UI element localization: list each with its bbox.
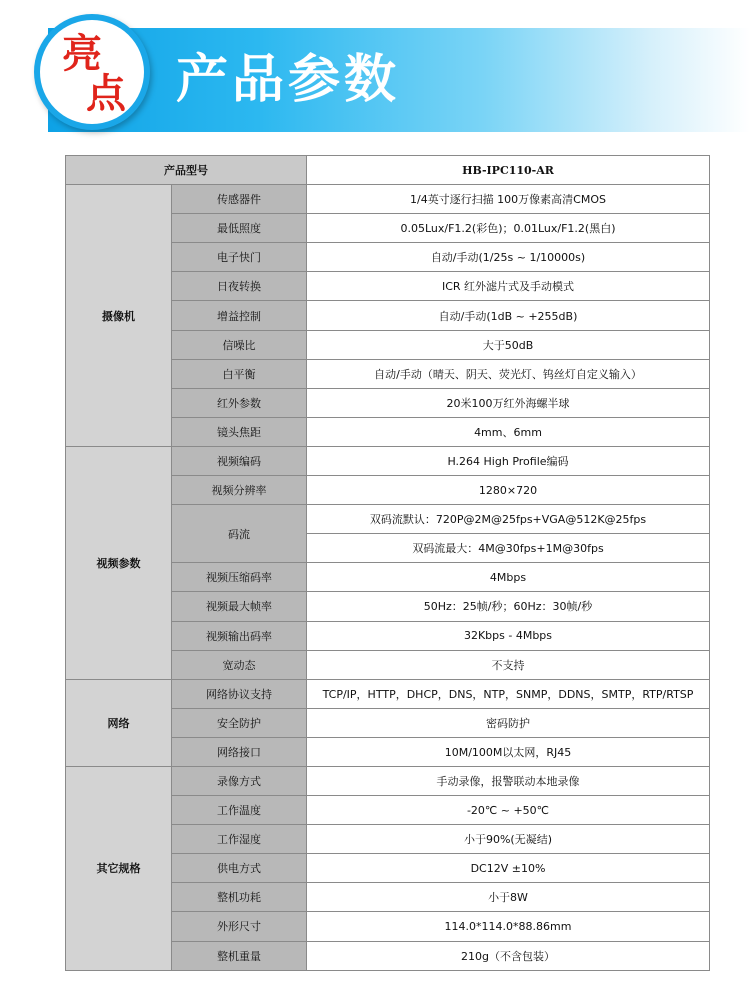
category-cell: 摄像机: [66, 185, 172, 447]
param-value-cell: 20米100万红外海螺半球: [307, 388, 710, 417]
badge-char-1: 亮: [62, 30, 102, 77]
param-value-cell: 小于8W: [307, 883, 710, 912]
category-cell: 网络: [66, 679, 172, 766]
spec-table: [65, 155, 710, 971]
param-name-cell: 外形尺寸: [172, 912, 307, 941]
param-name-cell: 安全防护: [172, 708, 307, 737]
category-cell: 视频参数: [66, 446, 172, 679]
table-row: [66, 679, 710, 708]
param-name-cell: 供电方式: [172, 854, 307, 883]
param-value-cell: 210g（不含包装）: [307, 941, 710, 970]
param-value-cell: 10M/100M以太网，RJ45: [307, 737, 710, 766]
model-value: HB-IPC110-AR: [307, 156, 710, 185]
param-name-cell: 工作湿度: [172, 825, 307, 854]
param-name-cell: 传感器件: [172, 185, 307, 214]
page-title: 产品参数: [176, 50, 401, 110]
param-name-cell: 最低照度: [172, 214, 307, 243]
param-value-cell: 双码流默认：720P@2M@25fps+VGA@512K@25fps: [307, 505, 710, 534]
param-name-cell: 日夜转换: [172, 272, 307, 301]
param-value-cell: 0.05Lux/F1.2(彩色)；0.01Lux/F1.2(黑白): [307, 214, 710, 243]
param-value-cell: 大于50dB: [307, 330, 710, 359]
model-label: 产品型号: [66, 156, 307, 185]
param-value-cell: 手动录像，报警联动本地录像: [307, 766, 710, 795]
param-name-cell: 网络协议支持: [172, 679, 307, 708]
param-value-cell: 1280×720: [307, 476, 710, 505]
param-value-cell: 自动/手动（晴天、阴天、荧光灯、钨丝灯自定义输入）: [307, 359, 710, 388]
table-row: [66, 446, 710, 475]
param-value-cell: 4mm、6mm: [307, 417, 710, 446]
param-name-cell: 工作温度: [172, 796, 307, 825]
param-value-cell: 小于90%(无凝结): [307, 825, 710, 854]
param-value-cell: 50Hz：25帧/秒；60Hz：30帧/秒: [307, 592, 710, 621]
param-value-cell: 114.0*114.0*88.86mm: [307, 912, 710, 941]
param-name-cell: 视频输出码率: [172, 621, 307, 650]
highlight-badge: [34, 14, 150, 130]
param-name-cell: 视频编码: [172, 446, 307, 475]
param-name-cell: 视频压缩码率: [172, 563, 307, 592]
param-name-cell: 视频分辨率: [172, 476, 307, 505]
param-value-cell: 1/4英寸逐行扫描 100万像素高清CMOS: [307, 185, 710, 214]
param-value-cell: ICR 红外滤片式及手动模式: [307, 272, 710, 301]
badge-char-2: 点: [86, 70, 126, 117]
param-value-cell: DC12V ±10%: [307, 854, 710, 883]
param-name-cell: 白平衡: [172, 359, 307, 388]
badge-inner-circle: [40, 20, 144, 124]
param-name-cell: 码流: [172, 505, 307, 563]
table-row: [66, 156, 710, 185]
param-name-cell: 视频最大帧率: [172, 592, 307, 621]
param-name-cell: 增益控制: [172, 301, 307, 330]
param-value-cell: 自动/手动(1/25s ~ 1/10000s): [307, 243, 710, 272]
param-name-cell: 网络接口: [172, 737, 307, 766]
param-name-cell: 宽动态: [172, 650, 307, 679]
param-value-cell: 密码防护: [307, 708, 710, 737]
param-value-cell: 32Kbps - 4Mbps: [307, 621, 710, 650]
param-value-cell: H.264 High Profile编码: [307, 446, 710, 475]
param-value-cell: 不支持: [307, 650, 710, 679]
param-name-cell: 整机重量: [172, 941, 307, 970]
param-name-cell: 镜头焦距: [172, 417, 307, 446]
param-name-cell: 整机功耗: [172, 883, 307, 912]
table-row: [66, 766, 710, 795]
table-row: [66, 185, 710, 214]
param-value-cell: 4Mbps: [307, 563, 710, 592]
spec-table-body: [66, 156, 710, 971]
param-name-cell: 红外参数: [172, 388, 307, 417]
param-value-cell: 双码流最大：4M@30fps+1M@30fps: [307, 534, 710, 563]
param-name-cell: 信噪比: [172, 330, 307, 359]
category-cell: 其它规格: [66, 766, 172, 970]
param-name-cell: 电子快门: [172, 243, 307, 272]
param-name-cell: 录像方式: [172, 766, 307, 795]
param-value-cell: 自动/手动(1dB ~ +255dB): [307, 301, 710, 330]
param-value-cell: -20℃ ~ +50℃: [307, 796, 710, 825]
param-value-cell: TCP/IP，HTTP，DHCP，DNS，NTP，SNMP，DDNS，SMTP，RTP/RTSP: [307, 679, 710, 708]
